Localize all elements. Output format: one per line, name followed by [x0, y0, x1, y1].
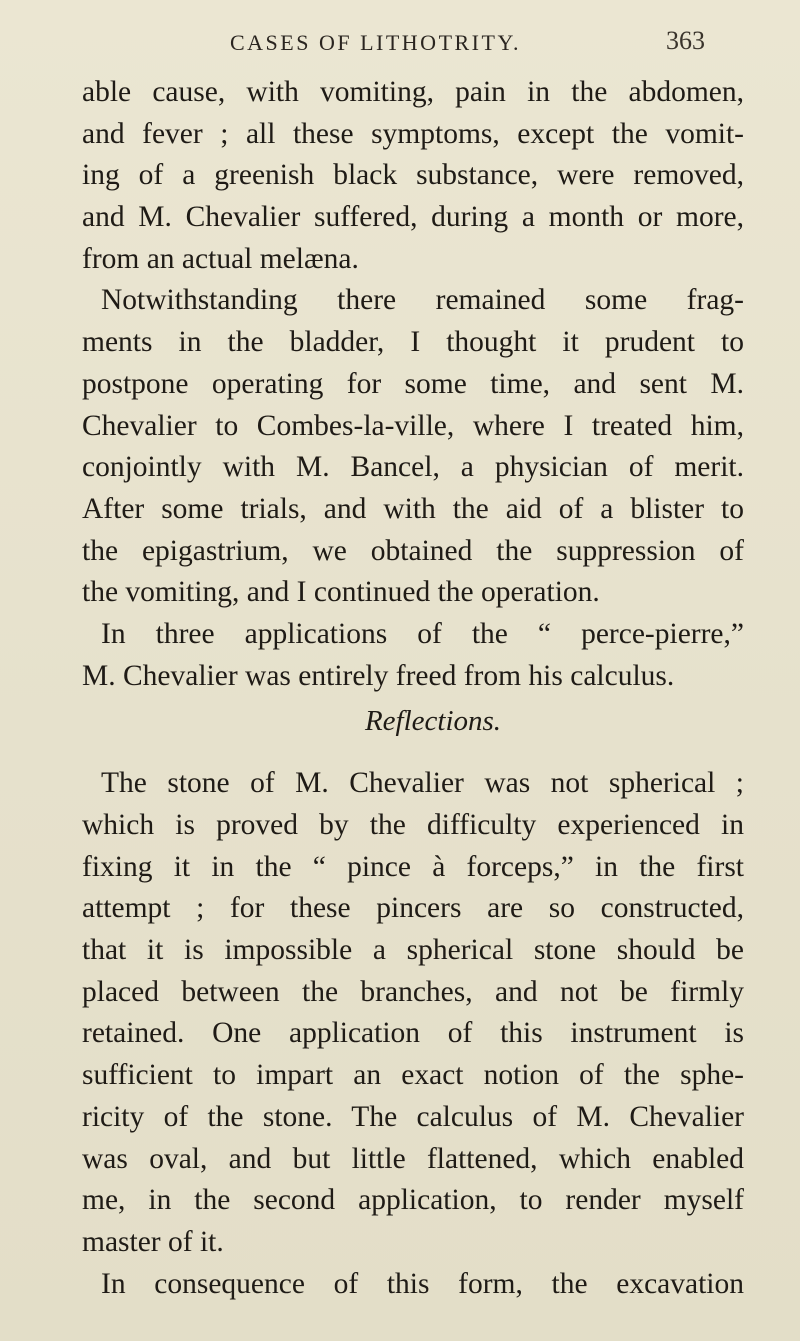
text-line: After some trials, and with the aid of a blister to — [82, 492, 744, 525]
section-heading-text: Reflections. — [364, 705, 502, 738]
text-line: retained. One application of this instrument is — [82, 1017, 744, 1050]
text-line: In three applications of the “ perce-pierre,” — [101, 617, 744, 650]
text-line: and M. Chevalier suffered, during a month or more, — [82, 201, 744, 234]
text-line: ricity of the stone. The calculus of M. Chevalier — [82, 1100, 744, 1133]
section-heading — [82, 705, 744, 738]
section-heading-wrap — [82, 697, 744, 763]
text-line: placed between the branches, and not be firmly — [82, 975, 744, 1008]
text-line: sufficient to impart an exact notion of the sphe- — [82, 1059, 744, 1092]
text-line: from an actual melæna. — [82, 242, 359, 275]
paragraph — [82, 72, 744, 280]
text-line: In consequence of this form, the excavation — [101, 1267, 744, 1300]
page-number: 363 — [666, 26, 705, 55]
text-line: and fever ; all these symptoms, except the vomit- — [82, 117, 744, 150]
text-line: that it is impossible a spherical stone should be — [82, 934, 744, 967]
text-line: master of it. — [82, 1225, 224, 1258]
text-line: ing of a greenish black substance, were removed, — [82, 159, 744, 192]
text-line: The stone of M. Chevalier was not spherical ; — [101, 767, 744, 800]
paragraph — [82, 614, 744, 697]
text-line: the vomiting, and I continued the operation. — [82, 576, 600, 609]
text-line: Chevalier to Combes-la-ville, where I treated him, — [82, 409, 744, 442]
paragraph — [82, 280, 744, 614]
page-header — [0, 24, 800, 64]
text-line: me, in the second application, to render myself — [82, 1184, 744, 1217]
text-line: the epigastrium, we obtained the suppression of — [82, 534, 744, 567]
text-line: which is proved by the difficulty experienced in — [82, 809, 744, 841]
running-title: CASES OF LITHOTRITY. — [230, 30, 522, 55]
body-text — [82, 72, 744, 1305]
paragraph — [82, 763, 744, 1263]
text-line: conjointly with M. Bancel, a physician of merit. — [82, 451, 744, 484]
text-line: was oval, and but little flattened, which enabled — [82, 1142, 744, 1175]
text-line: postpone operating for some time, and sent M. — [82, 367, 744, 400]
text-line: Notwithstanding there remained some frag- — [101, 284, 744, 317]
text-line: M. Chevalier was entirely freed from his calculus. — [82, 659, 675, 692]
text-line: able cause, with vomiting, pain in the abdomen, — [82, 76, 744, 108]
paragraph — [82, 1264, 744, 1306]
text-line: ments in the bladder, I thought it prudent to — [82, 326, 744, 359]
text-line: attempt ; for these pincers are so constructed, — [82, 892, 744, 925]
text-line: fixing it in the “ pince à forceps,” in the first — [82, 850, 744, 883]
